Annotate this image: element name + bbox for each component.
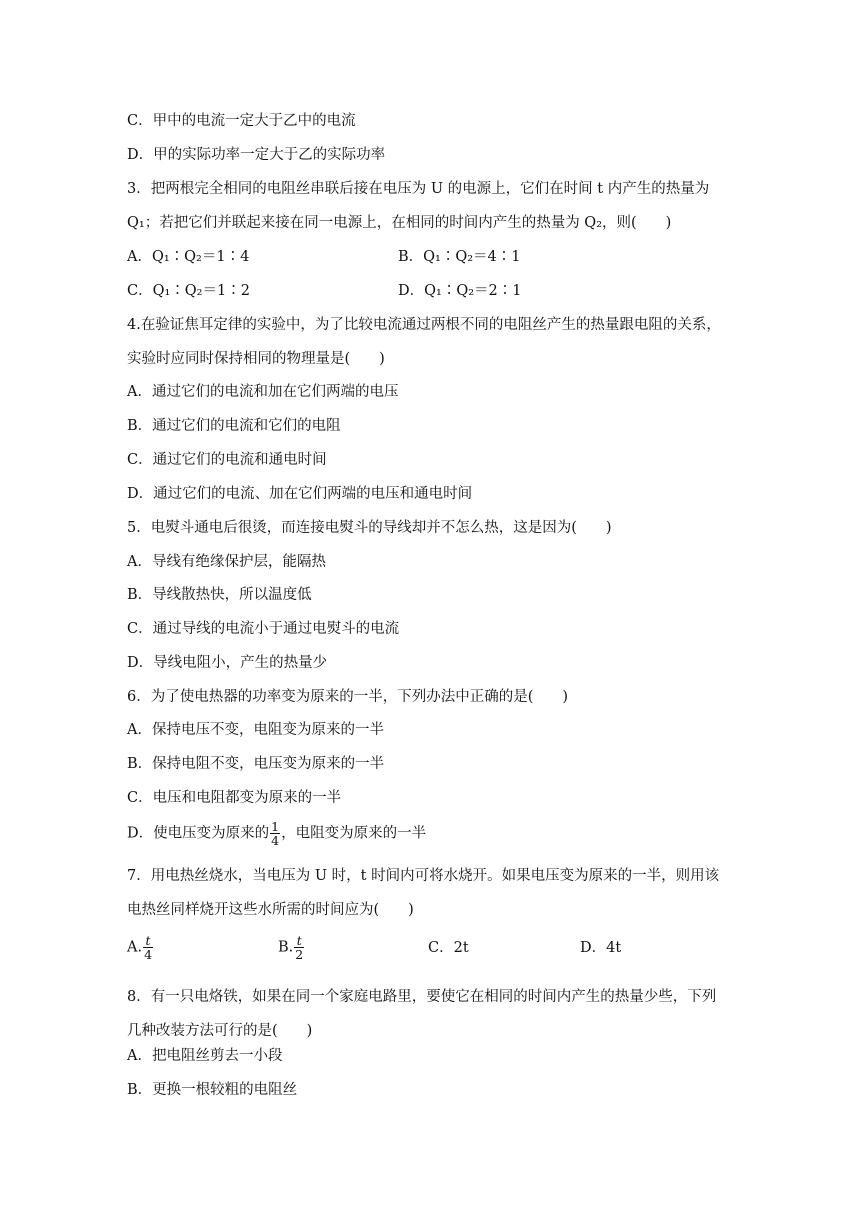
fraction-denominator: 4 [271,833,280,848]
q5-option-c: C．通过导线的电流小于通过电熨斗的电流 [127,621,400,637]
q7-option-a-label: A. [127,939,143,956]
q2-option-c: C．甲中的电流一定大于乙中的电流 [127,113,356,129]
q4-stem-line2: 实验时应同时保持相同的物理量是( ) [127,351,385,367]
q3-option-d: D．Q₁∶Q₂＝2∶1 [398,283,522,299]
q3-stem-line1: 3．把两根完全相同的电阻丝串联后接在电压为 U 的电源上，它们在时间 t 内产生的热量为 [127,181,710,197]
q4-option-c: C．通过它们的电流和通电时间 [127,452,327,468]
fraction-t-over-2 [294,934,304,961]
q3-option-b: B．Q₁∶Q₂＝4∶1 [398,249,521,265]
q8-stem-line2: 几种改装方法可行的是( ) [127,1023,313,1039]
q6-option-d-prefix: D．使电压变为原来的 [127,825,270,842]
q7-option-b [278,934,305,961]
fraction-t-over-4 [143,934,153,961]
q4-option-d: D．通过它们的电流、加在它们两端的电压和通电时间 [127,486,473,502]
q5-option-a: A．导线有绝缘保护层，能隔热 [127,554,326,570]
q7-option-a [127,934,154,961]
q6-option-a: A．保持电压不变，电阻变为原来的一半 [127,722,384,738]
q3-option-a: A．Q₁∶Q₂＝1∶4 [127,249,250,265]
q7-stem-line2: 电热丝同样烧开这些水所需的时间应为( ) [127,902,414,918]
q7-stem-line1: 7．用电热丝烧水，当电压为 U 时，t 时间内可将水烧开。如果电压变为原来的一半，则用该 [127,868,720,884]
fraction-numerator: 1 [271,819,280,834]
q6-stem: 6．为了使电热器的功率变为原来的一半，下列办法中正确的是( ) [127,689,569,705]
q6-option-d [127,820,426,847]
q8-option-a: A．把电阻丝剪去一小段 [127,1048,283,1064]
q3-stem-line2: Q₁；若把它们并联起来接在同一电源上，在相同的时间内产生的热量为 Q₂，则( ) [127,215,672,231]
q6-option-b: B．保持电阻不变，电压变为原来的一半 [127,756,385,772]
fraction-denominator: 4 [144,947,153,962]
q3-option-c: C．Q₁∶Q₂＝1∶2 [127,283,250,299]
q6-option-c: C．电压和电阻都变为原来的一半 [127,790,342,806]
q8-option-b: B．更换一根较粗的电阻丝 [127,1082,298,1098]
q4-option-a: A．通过它们的电流和加在它们两端的电压 [127,384,399,400]
fraction-denominator: 2 [295,947,304,962]
q5-option-b: B．导线散热快，所以温度低 [127,587,312,603]
q5-option-d: D．导线电阻小，产生的热量少 [127,655,328,671]
q7-option-b-label: B. [278,939,294,956]
q7-option-c: C．2t [428,940,469,956]
fraction-numerator: t [294,934,304,948]
q4-stem-line1: 4.在验证焦耳定律的实验中，为了比较电流通过两根不同的电阻丝产生的热量跟电阻的关系， [127,317,721,333]
fraction-one-quarter [270,820,280,847]
q4-option-b: B．通过它们的电流和它们的电阻 [127,418,341,434]
fraction-numerator: t [143,934,153,948]
q7-option-d: D．4t [580,940,622,956]
q8-stem-line1: 8．有一只电烙铁，如果在同一个家庭电路里，要使它在相同的时间内产生的热量少些，下列 [127,989,717,1005]
q2-option-d: D．甲的实际功率一定大于乙的实际功率 [127,147,386,163]
q6-option-d-suffix: ，电阻变为原来的一半 [281,825,427,842]
q5-stem: 5．电熨斗通电后很烫，而连接电熨斗的导线却并不怎么热，这是因为( ) [127,520,612,536]
